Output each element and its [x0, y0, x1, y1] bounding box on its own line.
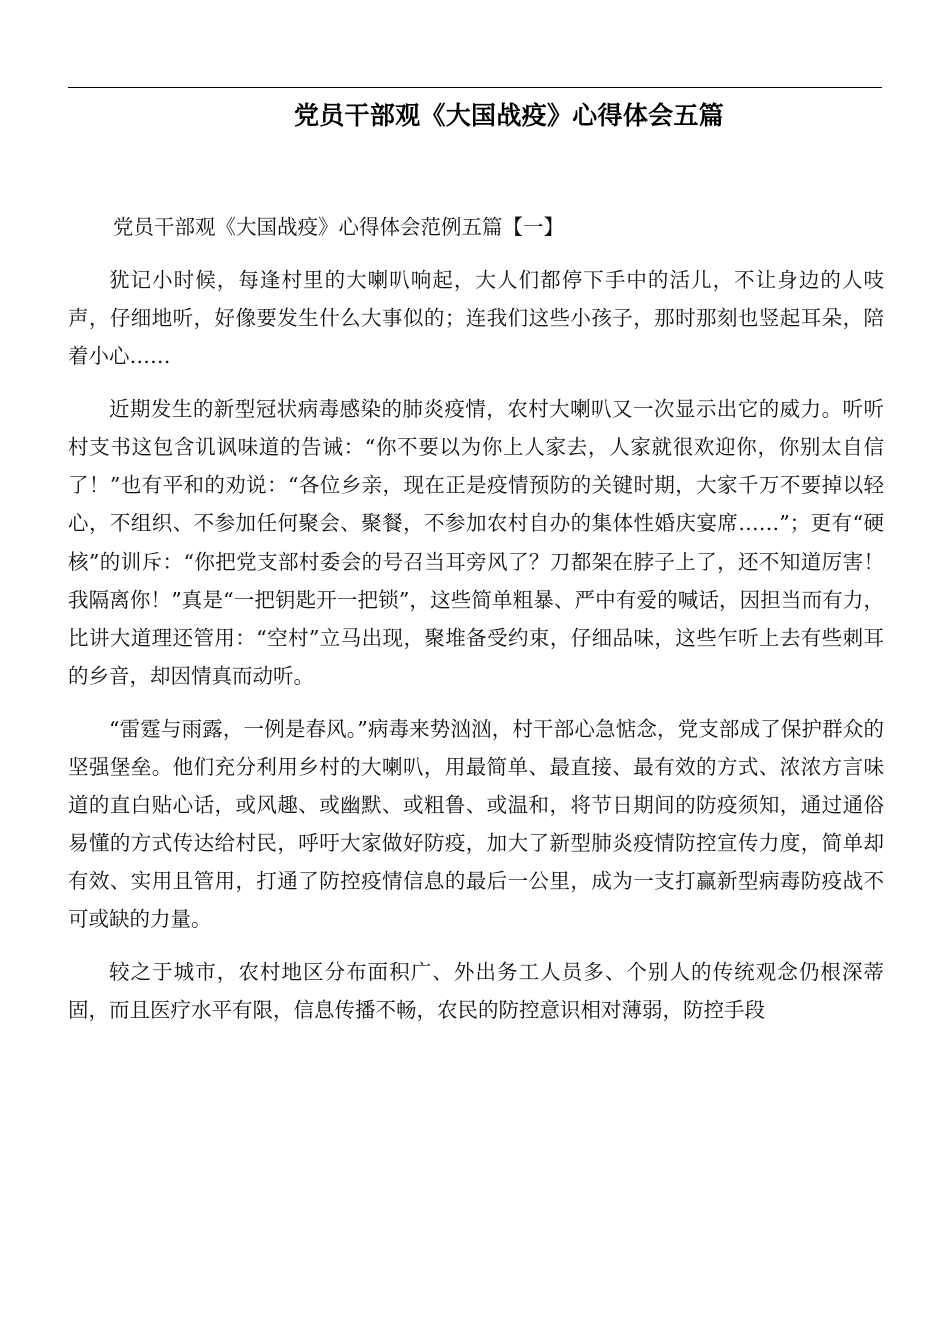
document-body	[68, 208, 884, 1044]
section-heading: 党员干部观《大国战疫》心得体会范例五篇【一】	[113, 215, 564, 239]
document-title: 党员干部观《大国战疫》心得体会五篇	[293, 101, 725, 130]
paragraph: 较之于城市，农村地区分布面积广、外出务工人员多、个别人的传统观念仍根深蒂固，而且医疗水平有限，信息传播不畅，农民的防控意识相对薄弱，防控手段	[68, 960, 884, 1023]
paragraph: 犹记小时候，每逢村里的大喇叭响起，大人们都停下手中的活儿，不让身边的人吱声，仔细地听，好像要发生什么大事似的；连我们这些小孩子，那时那刻也竖起耳朵，陪着小心……	[68, 267, 884, 369]
paragraph: “雷霆与雨露，一例是春风。”病毒来势汹汹，村干部心急惦念，党支部成了保护群众的坚强堡垒。他们充分利用乡村的大喇叭，用最简单、最直接、最有效的方式、浓浓方言味道的直白贴心话，或风趣、或幽默、或粗鲁、或温和，将节日期间的防疫须知，通过通俗易懂的方式传达给村民，呼吁大家做好防疫，加大了新型肺炎疫情防控宣传力度，简单却有效、实用且管用，打通了防控疫情信息的最后一公里，成为一支打赢新型病毒防疫战不可或缺的力量。	[68, 716, 884, 932]
paragraph: 近期发生的新型冠状病毒感染的肺炎疫情，农村大喇叭又一次显示出它的威力。听听村支书这包含讥讽味道的告诫：“你不要以为你上人家去，人家就很欢迎你，你别太自信了！”也有平和的劝说：“各位乡亲，现在正是疫情预防的关键时期，大家千万不要掉以轻心，不组织、不参加任何聚会、聚餐，不参加农村自办的集体性婚庆宴席……”；更有“硬核”的训斥：“你把党支部村委会的号召当耳旁风了？刀都架在脖子上了，还不知道厉害！我隔离你！”真是“一把钥匙开一把锁”，这些简单粗暴、严中有爱的喊话，因担当而有力，比讲大道理还管用：“空村”立马出现，聚堆备受约束，仔细品味，这些乍听上去有些刺耳的乡音，却因情真而动听。	[68, 397, 884, 688]
header-rule	[68, 87, 882, 88]
